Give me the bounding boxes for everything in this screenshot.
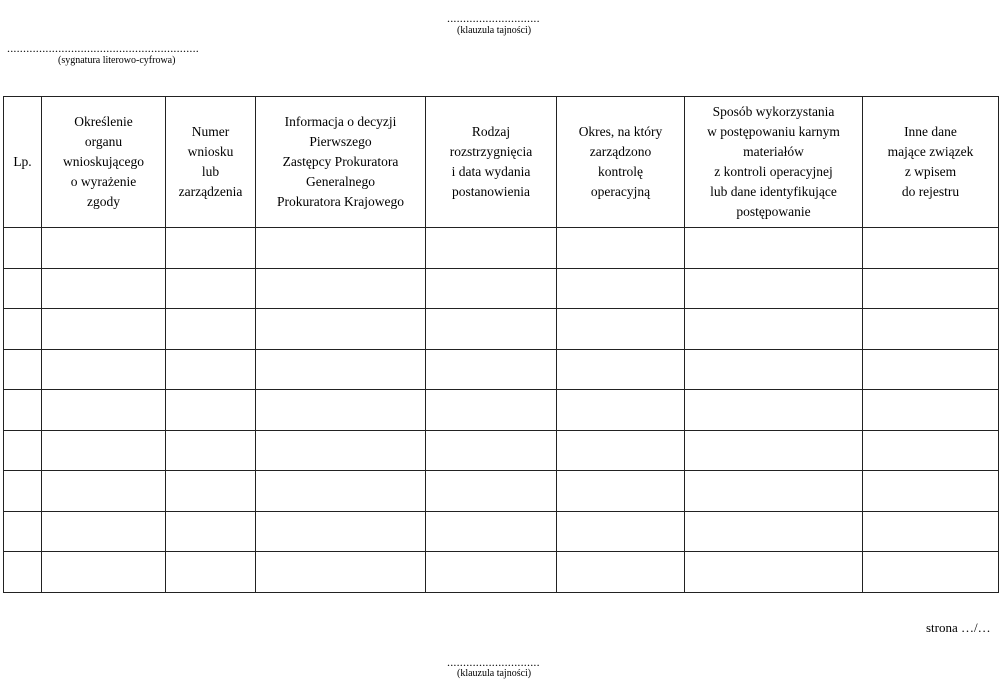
table-row [4,309,999,350]
column-header-other-data: Inne dane mające związek z wpisem do rejestru [863,97,999,228]
table-cell [166,511,256,552]
table-header-row [4,97,999,228]
classification-clause-caption-bottom: (klauzula tajności) [457,668,532,679]
classification-clause-dots-bottom: ............................. [447,655,540,669]
signature-caption: (sygnatura literowo-cyfrowa) [58,55,176,66]
table-cell [426,430,557,471]
table-row [4,511,999,552]
table-cell [166,430,256,471]
table-cell [42,430,166,471]
table-cell [166,471,256,512]
table-cell [426,228,557,269]
classification-clause-caption-top: (klauzula tajności) [457,25,532,36]
table-cell [4,309,42,350]
table-cell [256,471,426,512]
table-cell [685,228,863,269]
table-row [4,268,999,309]
column-header-material-usage: Sposób wykorzystania w postępowaniu karnym materiałów z kontroli operacyjnej lub dane identyfikujące postępowanie [685,97,863,228]
table-row [4,228,999,269]
table-cell [42,309,166,350]
table-cell [4,390,42,431]
classification-clause-dots-top: ............................. [447,11,540,25]
table-cell [42,349,166,390]
table-cell [557,471,685,512]
table-cell [863,268,999,309]
table-cell [42,228,166,269]
column-header-requesting-authority: Określenie organu wnioskującego o wyrażenie zgody [42,97,166,228]
table-cell [256,309,426,350]
table-cell [426,349,557,390]
table-cell [256,430,426,471]
table-cell [685,552,863,593]
table-cell [42,390,166,431]
table-cell [557,390,685,431]
table-cell [4,471,42,512]
table-cell [166,268,256,309]
table-cell [863,390,999,431]
table-cell [426,511,557,552]
table-cell [4,430,42,471]
column-header-decision-info: Informacja o decyzji Pierwszego Zastępcy Prokuratora Generalnego Prokuratora Krajowego [256,97,426,228]
table-cell [4,349,42,390]
page-number: strona …/… [926,620,991,635]
table-cell [426,268,557,309]
table-cell [557,552,685,593]
column-header-request-number: Numer wniosku lub zarządzenia [166,97,256,228]
table-cell [557,511,685,552]
table-cell [4,552,42,593]
table-cell [863,309,999,350]
table-cell [166,309,256,350]
table-cell [166,228,256,269]
table-row [4,349,999,390]
table-cell [256,349,426,390]
table-cell [863,349,999,390]
column-header-resolution-type: Rodzaj rozstrzygnięcia i data wydania postanowienia [426,97,557,228]
table-cell [557,430,685,471]
table-row [4,430,999,471]
table-cell [256,511,426,552]
table-row [4,471,999,512]
table-cell [256,390,426,431]
table-cell [42,511,166,552]
table-cell [863,552,999,593]
table-cell [42,268,166,309]
table-cell [863,511,999,552]
table-cell [557,309,685,350]
table-cell [4,228,42,269]
table-cell [557,268,685,309]
table-cell [863,228,999,269]
table-cell [685,390,863,431]
table-cell [256,228,426,269]
table-cell [426,390,557,431]
table-cell [685,471,863,512]
table-row [4,390,999,431]
table-cell [685,349,863,390]
table-cell [166,390,256,431]
table-body [4,228,999,593]
table-cell [685,268,863,309]
table-cell [685,309,863,350]
table-cell [256,552,426,593]
table-row [4,552,999,593]
register-table [3,96,999,593]
table-cell [42,552,166,593]
column-header-control-period: Okres, na który zarządzono kontrolę operacyjną [557,97,685,228]
table-cell [426,552,557,593]
table-cell [685,511,863,552]
table-cell [4,511,42,552]
table-cell [166,552,256,593]
table-cell [426,471,557,512]
table-cell [557,228,685,269]
table-cell [426,309,557,350]
column-header-lp: Lp. [4,97,42,228]
signature-dots: ............................................................ [7,41,199,55]
table-cell [863,471,999,512]
table-cell [4,268,42,309]
table-cell [557,349,685,390]
table-cell [256,268,426,309]
table-cell [863,430,999,471]
table-cell [685,430,863,471]
table-cell [42,471,166,512]
table-cell [166,349,256,390]
